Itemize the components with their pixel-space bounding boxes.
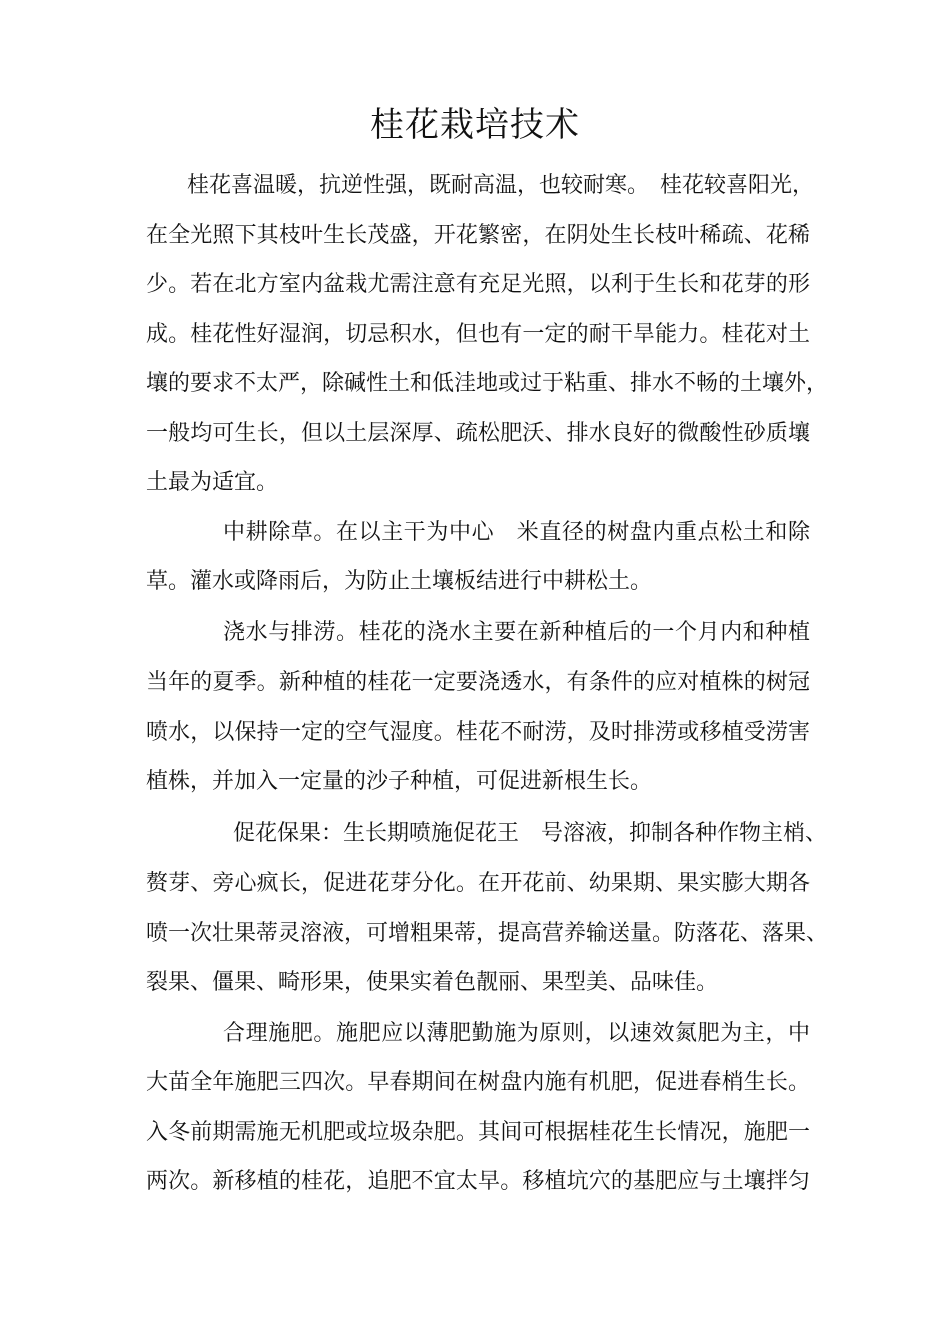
paragraph-line: 当年的夏季。新种植的桂花一定要浇透水，有条件的应对植株的树冠 xyxy=(146,670,810,695)
paragraph-line: 大苗全年施肥三四次。早春期间在树盘内施有机肥，促进春梢生长。 xyxy=(146,1070,810,1095)
document-title: 桂花栽培技术 xyxy=(370,105,580,145)
paragraph-line: 少。若在北方室内盆栽尤需注意有充足光照，以利于生长和花芽的形 xyxy=(146,272,810,297)
paragraph-line: 裂果、僵果、畸形果，使果实着色靓丽、果型美、品味佳。 xyxy=(146,970,719,995)
paragraph-line: 喷一次壮果蒂灵溶液，可增粗果蒂，提高营养输送量。防落花、落果、 xyxy=(146,921,829,946)
paragraph-line: 浇水与排涝。桂花的浇水主要在新种植后的一个月内和种植 xyxy=(223,620,810,645)
paragraph-line: 喷水，以保持一定的空气湿度。桂花不耐涝，及时排涝或移植受涝害 xyxy=(146,720,810,745)
paragraph-line: 赘芽、旁心疯长，促进花芽分化。在开花前、幼果期、果实膨大期各 xyxy=(146,871,810,896)
paragraph-line: 一般均可生长，但以土层深厚、疏松肥沃、排水良好的微酸性砂质壤 xyxy=(146,421,810,446)
paragraph-line: 成。桂花性好湿润，切忌积水，但也有一定的耐干旱能力。桂花对土 xyxy=(146,322,810,347)
paragraph-line: 入冬前期需施无机肥或垃圾杂肥。其间可根据桂花生长情况，施肥一 xyxy=(146,1120,810,1145)
paragraph-line: 两次。新移植的桂花，追肥不宜太早。移植坑穴的基肥应与土壤拌匀 xyxy=(146,1169,810,1194)
paragraph-line: 在全光照下其枝叶生长茂盛，开花繁密，在阴处生长枝叶稀疏、花稀 xyxy=(146,223,810,248)
paragraph-line: 促花保果：生长期喷施促花王 号溶液，抑制各种作物主梢、 xyxy=(233,821,828,846)
paragraph-line: 桂花喜温暖，抗逆性强，既耐高温，也较耐寒。 桂花较喜阳光， xyxy=(187,173,815,198)
paragraph-line: 合理施肥。施肥应以薄肥勤施为原则，以速效氮肥为主，中 xyxy=(223,1021,810,1046)
paragraph-line: 土最为适宜。 xyxy=(146,470,279,495)
paragraph-line: 植株，并加入一定量的沙子种植，可促进新根生长。 xyxy=(146,769,653,794)
paragraph-line: 草。灌水或降雨后，为防止土壤板结进行中耕松土。 xyxy=(146,569,653,594)
paragraph-line: 中耕除草。在以主干为中心 米直径的树盘内重点松土和除 xyxy=(223,520,810,545)
paragraph-line: 壤的要求不太严，除碱性土和低洼地或过于粘重、排水不畅的土壤外， xyxy=(146,371,829,396)
